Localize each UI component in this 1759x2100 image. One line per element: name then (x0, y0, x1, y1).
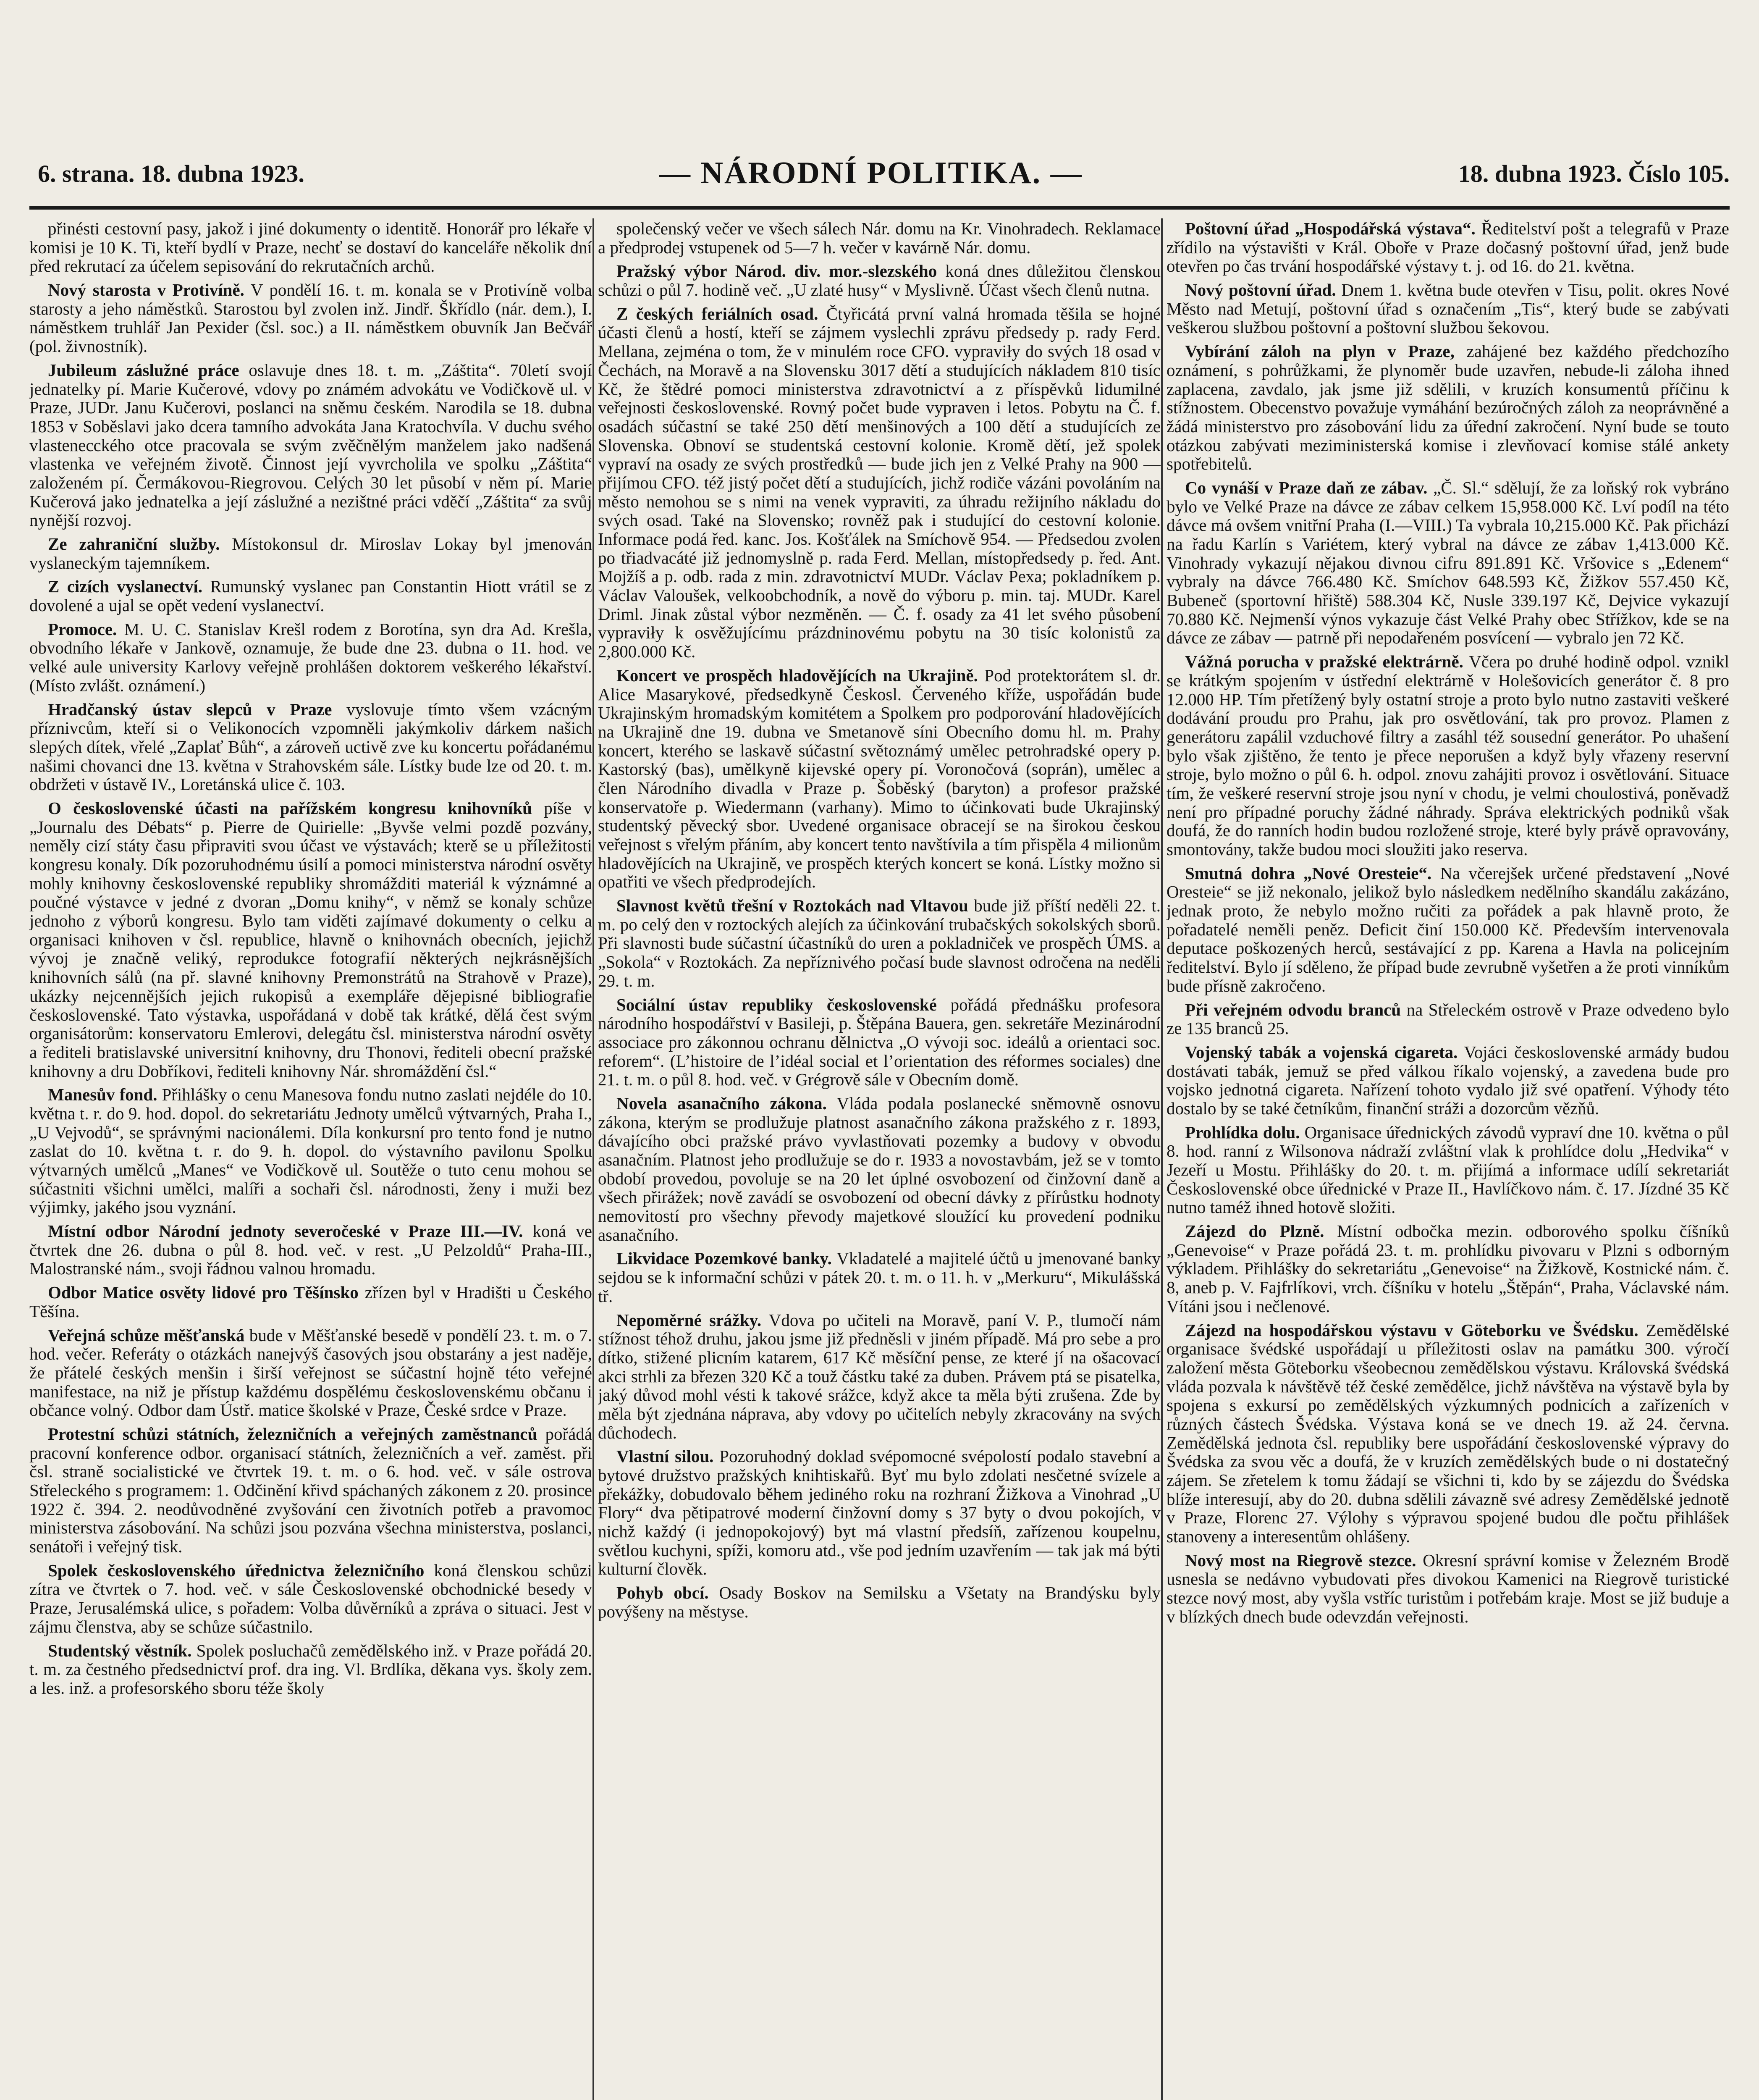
column-1 (29, 219, 592, 2100)
news-item-headline: Nový starosta v Protivíně. (48, 280, 244, 300)
news-item-headline: Nový most na Riegrově stezce. (1185, 1550, 1416, 1570)
news-item-headline: Koncert ve prospěch hladovějících na Ukrajině. (616, 665, 978, 685)
news-item-headline: Místní odbor Národní jednoty severočeské v Praze III.—IV. (48, 1221, 523, 1241)
news-item (1167, 652, 1729, 859)
news-item-headline: Studentský věstník. (48, 1641, 192, 1660)
news-item-text: koná ve čtvrtek dne 26. dubna o půl 8. hod. več. v rest. „U Pelzoldů“ Praha-III., Malostranské nám., svoji řádnou valnou hromadu. (29, 1221, 592, 1278)
news-item (29, 535, 592, 572)
news-item-text: koná dnes důležitou členskou schůzi o půl 7. hodině več. „U zlaté husy“ v Myslivně. Účast všech členů nutna. (598, 261, 1161, 300)
news-item (598, 262, 1161, 299)
news-item-headline: Pražský výbor Národ. div. mor.-slezského (616, 261, 937, 281)
news-item (29, 700, 592, 794)
news-item-headline: Smutná dohra „Nové Oresteie“. (1185, 863, 1432, 883)
news-item (29, 1641, 592, 1698)
news-item-headline: Pohyb obcí. (616, 1583, 709, 1603)
news-item (29, 1561, 592, 1636)
news-item-text: „Č. Sl.“ sdělují, že za loňský rok vybráno bylo ve Velké Praze na dávce ze zábav celkem 15,958.000 Kč. Lví podíl na této dávce má ovšem vnitřní Praha (I.—VIII.) Ta vybrala 10,215.000 Kč. Pak přichází na řadu Karlín s Variétem, který vybral na dávce ze zábav 1,413.000 Kč. Vinohrady vykazují nějakou divnou cifru 891.891 Kč. Vršovice s „Edenem“ vybraly na dávce 766.480 Kč. Smíchov 648.593 Kč, Žižkov 557.450 Kč, Bubeneč (sportovní hřiště) 588.304 Kč, Nusle 339.197 Kč, Dejvice vykazují 70.880 Kč. Nejmenší výnos vykazuje část Velké Prahy obec Střížkov, kde se na dávce ze zábav — patrně při nepodařeném posvícení — vybralo jen 72 Kč. (1167, 478, 1729, 648)
news-item-text: Zemědělské organisace švédské uspořádají u příležitosti oslav na památku 300. výročí založení města Göteborku všeobecnou zemědělskou výstavu. Královská švédská vláda pozvala k návštěvě též české zemědělce, jichž návštěva na výstavě byla by spojena s exkursí po zemědělských výzkumných podnicích a zařízeních v různých částech Švédska. Výstava koná se ve dnech 19. až 24. června. Zemědělská jednota čsl. republiky bere uspořádání československé výpravy do Švédska za svou věc a doufá, že v kruzích zemědělských bude o ni dostatečný zájem. Se zřetelem k tomu žádají se všichni ti, kdo by se zájezdu do Švédska blíže interesují, aby do 20. dubna sdělili závazně své adresy Zemědělské jednotě v Praze, Florenc 27. Výlohy s výpravou spojené budou dle počtu přihlášek stanoveny a interesentům ohlášeny. (1167, 1320, 1729, 1546)
news-item-text: přinésti cestovní pasy, jakož i jiné dokumenty o identitě. Honorář pro lékaře v komisi je 10 K. Ti, kteří bydlí v Praze, nechť se dostaví do kanceláře několik dní před rekrutací za účelem sepisování do rekrutačních archů. (29, 219, 592, 276)
news-item (1167, 1043, 1729, 1118)
news-item-text: Pod protektorátem sl. dr. Alice Masarykové, předsedkyně Českosl. Červeného kříže, uspořádán bude Ukrajinským hromadským komitétem a Spolkem pro podporování hladovějících na Ukrajině dne 19. dubna ve Smetanově síni Obecního domu hl. m. Prahy koncert, kterého se laskavě súčastní světoznámý umělec petrohradské opery p. Kastorský (bas), umělkyně kijevské opery pí. Voronočová (soprán), umělec a člen Národního divadla v Praze p. Šoběský (baryton) a profesor pražské konservatoře p. Wiedermann (varhany). Mimo to účinkovati bude Ukrajinský studentský pěvecký sbor. Uvedené organisace obracejí se na širokou českou veřejnost s vřelým přáním, aby koncert tento navštívila a tím přispěla 4 milionům hladovějících na Ukrajině, ve prospěch kterých koncert se koná. Lístky možno si opatřiti ve všech předprodejích. (598, 665, 1161, 892)
news-item (598, 1249, 1161, 1305)
news-item-headline: Zájezd do Plzně. (1185, 1221, 1324, 1241)
issue-number-date: 18. dubna 1923. Číslo 105. (1458, 160, 1730, 187)
news-item-text: oslavuje dnes 18. t. m. „Záštita“. 70letí svojí jednatelky pí. Marie Kučerové, vdovy po známém advokátu ve Vodičkově ul. v Praze, JUDr. Janu Kučerovi, poslanci na sněmu českém. Narodila se 18. dubna 1853 v Soběslavi jako dcera tamního advokáta Jana Kratochvíla. V duchu svého vlastenecckého otce pracovala se svým zvěčnělým manželem jako nadšená vlastenka ve veřejném životě. Činnost její vyvrcholila ve spolku „Záštita“ založeném pí. Čermákovou-Riegrovou. Celých 30 let působí v něm pí. Marie Kučerová jako jednatelka a její záslužné a nezištné práci vděčí „Záštita“ za svůj nynější rozvoj. (29, 360, 592, 530)
news-item-headline: Vojenský tabák a vojenská cigareta. (1185, 1042, 1458, 1062)
column-2 (598, 219, 1161, 2100)
news-item-headline: Poštovní úřad „Hospodářská výstava“. (1185, 219, 1476, 238)
news-item-text: pořádá pracovní konference odbor. organisací státních, železničních a veř. zaměst. při čsl. straně socialistické ve čtvrtek 19. t. m. o 6. hod. več. v sále ostrova Střeleckého s programem: 1. Odčinění křivd spáchaných zákonem z 20. prosince 1922 č. 394. 2. neodůvodněné zvyšování cen životních potřeb a pravomoc ministerstva zásobování. Na schůzi jsou pozvána všechna ministerstva, poslanci, senátoři i veřejný tisk. (29, 1424, 592, 1557)
news-item-text: Rumunský vyslanec pan Constantin Hiott vrátil se z dovolené a ujal se opět vedení vyslanectví. (29, 577, 592, 615)
news-item-headline: Spolek československého úřednictva železničního (48, 1560, 425, 1580)
news-item (598, 896, 1161, 990)
news-item-headline: Nepoměrné srážky. (616, 1310, 762, 1330)
news-item-headline: Při veřejném odvodu branců (1185, 1000, 1401, 1019)
news-item (1167, 219, 1729, 276)
news-item-text: Včera po druhé hodině odpol. vznikl se krátkým spojením v ústřední elektrárně v Holešovicích generátor č. 8 pro 12.000 HP. Tím přetížený byly ostatní stroje a proto bylo nutno zastaviti veškeré dodávání proudu pro Prahu, jak pro osvětlování, tak pro provoz. Plamen z generátoru zapálil vzduchové filtry a zasáhl též sousední generátor. Po uhašení bylo však zjištěno, že tento je přece neporušen a když byly vřazeny reservní stroje, bylo možno o půl 6. h. odpol. znovu zahájiti provoz i osvětlování. Situace tím, že veškeré reservní stroje jsou nyní v chodu, je velmi choulostivá, poněvadž není pro případné poruchy žádné náhrady. Správa elektrických podniků však doufá, že do ranních hodin budou rozložené stroje, které byly právě opravovány, smontovány, takže budou moci sloužiti jako reserva. (1167, 652, 1729, 859)
column-3 (1167, 219, 1729, 2100)
news-item-headline: Novela asanačního zákona. (616, 1093, 827, 1113)
news-item (1167, 1000, 1729, 1038)
news-item-text: bude již příští neděli 22. t. m. po celý den v roztockých alejích za účinkování trubačských sokolských sborů. Při slavnosti bude súčastní účastníků do uren a pokladniček ve prospěch ÚMS. a „Sokola“ v Roztokách. Za nepříznivého počasí bude slavnost odročena na neděli 29. t. m. (598, 896, 1161, 990)
news-item-headline: Veřejná schůze měšťanská (48, 1325, 245, 1345)
news-item-text: píše v „Journalu des Débats“ p. Pierre de Quirielle: „Byvše velmi pozdě pozvány, neměly cizí státy času připraviti svou účast ve výstavách; kterě se u příležitosti kongresu konaly. Dík pozoruhodnému úsilí a pomoci ministerstva národní osvěty mohly knihovny československé republiky shromážditi materiál k význámné a poučné výstavce v jedné z dvoran „Domu knihy“, v němž se konaly schůze jednoho z výborů kongresu. Bylo tam viděti zajímavé dokumenty o celku a organisaci knihoven v čsl. republice, hlavně o knihovnách obecních, jejichž vývoj je značně veliký, reprodukce fotografií některých nejkrásnějších knihovních sálů (na př. slavné knihovny Premonstrátů na Strahově v Praze), ukázky nejcennějších jejich rukopisů a exempláře dějepisné bibliografie československé. Tato výstavka, uspořádaná v době tak krátké, dělá čest svým organisátorům: konservatoru Emlerovi, delegátu čsl. ministerstva národní osvěty a řediteli bratislavské universitní knihovny, dru Thonovi, řediteli obecní pražské knihovny a dru Dobříkovi, řediteli knihovny Nár. shromáždění čsl.“ (29, 798, 592, 1081)
news-item-text: koná členskou schůzi zítra ve čtvrtek o 7. hod. več. v sále Československé obchodnické besedy v Praze, Jerusalémská ulice, s pořadem: Volba důvěrníků a zpráva o situaci. Jest v zájmu členstva, aby se schůze súčastnilo. (29, 1560, 592, 1636)
news-item-text: Pozoruhodný doklad svépomocné svépolostí podalo stavební a bytové družstvo pražských knihtiskařů. Byť mu bylo zdolati nesčetné svízele a překážky, dobudovalo během jediného roku na rozhraní Žižkova a Vinohrad „U Flory“ dva pětipatrové moderní činžovní domy s 37 byty o dvou pokojích, v nichž každý (i jednopokojový) byt má vlastní předsíň, zařízenou koupelnu, světlou kuchyni, spíži, komoru atd., vše pod jedním uzavřením — tak jak má býti kulturní člověk. (598, 1446, 1161, 1579)
news-item-headline: Odbor Matice osvěty lidové pro Těšínsko (48, 1283, 359, 1302)
news-item (1167, 1123, 1729, 1217)
news-item-text: V pondělí 16. t. m. konala se v Protivíně volba starosty a jeho náměstků. Starostou byl zvolen inž. Jindř. Škřídlo (nár. dem.), I. náměstkem truhlář Jan Pexider (čsl. soc.) a II. náměstkem obuvník Jan Bečvář (pol. živnostník). (29, 280, 592, 356)
news-item-headline: Zájezd na hospodářskou výstavu v Göteborku ve Švédsku. (1185, 1320, 1638, 1340)
news-item (1167, 478, 1729, 647)
news-item-text: Na včerejšek určené představení „Nové Oresteie“ se již nekonalo, jelikož bylo následkem nedělního skandálu zakázáno, jednak proto, že nebylo možno ručiti za pořádek a pak hlavně proto, že pořadatelé neměli peněz. Deficit činí 150.000 Kč. Především intervenovala deputace poškozených herců, sestávající z pp. Karena a Havla na policejním ředitelství. Bylo jí sděleno, že případ bude zevrubně vyšetřen a že proti vinníkům bude přísně zakročeno. (1167, 863, 1729, 995)
news-item-headline: Vážná porucha v pražské elektrárně. (1185, 652, 1463, 672)
news-item (1167, 1551, 1729, 1626)
news-item-text: Čtyřicátá první valná hromada těšila se hojné účasti členů a hostí, kteří se zájmem vyslechli zprávu předsedy p. rady Ferd. Mellana, zejména o tom, že v minulém roce CFO. vypraviły do svých 18 osad v Čechách, na Moravě a na Slovensku 3017 dětí a studujících nákladem 810 tisíc Kč, že štědré pomoci ministerstva zdravotnictví a z příspěvků lidumilné veřejnosti československé. Rovný počet bude vypraven i letos. Pobytu na Č. f. osadách súčastní se také 250 dětí menšinových a 100 dětí a studujících ze Slovenska. Obnoví se studentská cestovní kolonie. Kromě dětí, jež spolek vypraví na osady ze svých prostředků — bude jich jen z Velké Prahy na 900 — přijímou CFO. též jistý počet dětí a studujících, jichž rodiče vázáni povoláním na město nemohou se s nimi na venek vypraviti, za úhradu režijního nákladu do svých osad. Také na Slovensko; rovněž pak i studující do cestovní kolonie. Informace podá řed. kanc. Jos. Košťálek na Smíchově 954. — Předsedou zvolen po třiadvacáté již jednomyslně p. rada Ferd. Mellan, místopředsedy p. řed. Ant. Mojžíš a p. odb. rada z min. zdravotnictví MUDr. Václav Pexa; pokladníkem p. Václav Valoušek, velkoobchodník, a nově do výboru p. min. taj. MUDr. Karel Driml. Jinak zůstal výbor nezměněn. — Č. f. osady za 41 let svého působení vypraviły k osvěžujícímu prázdninovému pobytu na 30 tisíc kolonistů za 2,800.000 Kč. (598, 304, 1161, 662)
news-item-text: Místní odbočka mezin. odborového spolku číšníků „Genevoise“ v Praze pořádá 23. t. m. prohlídku pivovaru v Plzni s odborným výkladem. Přihlášky do sekretariátu „Genevoise“ na Žižkově, Kostnické nám. č. 8, aneb p. V. Fajfrlíkovi, vrch. číšníku v hotelu „Štěpán“, Praha, Václavské nám. Vítáni jsou i nečlenové. (1167, 1221, 1729, 1316)
masthead-rule (29, 206, 1730, 210)
news-item (598, 1311, 1161, 1442)
news-item (1167, 342, 1729, 473)
news-item (29, 1425, 592, 1556)
news-item (29, 361, 592, 530)
news-item-text: Organisace úřednických závodů vypraví dne 10. května o půl 8. hod. ranní z Wilsonova nádraží zvláštní vlak k prohlídce dolu „Hedvika“ v Jezeří u Mostu. Přihlášky do 20. t. m. přijímá a informace udílí sekretariát Československé obce úřednické v Praze II., Havlíčkovo nám. č. 17. Jízdné 35 Kč nutno taméž ihned hotově složiti. (1167, 1122, 1729, 1217)
news-item (1167, 1222, 1729, 1315)
news-item-headline: Z cizích vyslanectví. (48, 577, 203, 596)
news-item-headline: Likvidace Pozemkové banky. (616, 1249, 832, 1268)
news-item (29, 577, 592, 614)
news-item (598, 219, 1161, 257)
news-item (1167, 281, 1729, 337)
news-item-headline: Ze zahraniční služby. (48, 534, 220, 554)
news-item-headline: O československé účasti na pařížském kongresu knihovníků (48, 798, 532, 818)
newspaper-page (21, 21, 1738, 2100)
news-item-text: Místokonsul dr. Miroslav Lokay byl jmenován vyslaneckým tajemníkem. (29, 534, 592, 572)
news-item-headline: Manesův fond. (48, 1085, 157, 1105)
news-item-headline: Vybírání záloh na plyn v Praze, (1185, 341, 1455, 361)
news-item-headline: Jubileum záslužné práce (48, 360, 239, 380)
news-item (29, 620, 592, 695)
news-item-headline: Protestní schůzi státních, železničních a veřejných zaměstnanců (48, 1424, 537, 1444)
newspaper-title: — NÁRODNÍ POLITIKA. — (659, 156, 1083, 190)
news-item-headline: Sociální ústav republiky československé (616, 995, 937, 1014)
news-item (598, 666, 1161, 891)
news-item (598, 1583, 1161, 1621)
news-item-text: zřízen byl v Hradišti u Českého Těšína. (29, 1283, 592, 1321)
news-item (1167, 864, 1729, 995)
news-item-text: na Střeleckém ostrově v Praze odvedeno bylo ze 135 branců 25. (1167, 1000, 1729, 1038)
news-item (598, 1447, 1161, 1578)
news-item-headline: Vlastní silou. (616, 1446, 714, 1466)
news-item-headline: Co vynáší v Praze daň ze zábav. (1185, 478, 1428, 497)
news-item-text: zahájené bez každého předchozího oznámení, s pohrůžkami, že plynoměr bude uzavřen, nebude-li zálohа ihned zaplacena, zavdalo, jak jsme již sdělili, v kruzích konsumentů příčinu k stížnostem. Obecenstvo považuje vymáhání bezúročných záloh za neoprávněné a žádá ministerstvo pro zásobování lidu za úřední zakročení. Nyní bude se touto otázkou zabývati meziministerská komise i zlevňovací komise stálé ankety spotřebitelů. (1167, 341, 1729, 474)
news-item (598, 304, 1161, 661)
news-item (29, 1326, 592, 1420)
news-item-text: Přihlášky o cenu Manesova fondu nutno zaslati nejdéle do 10. května t. r. do 9. hod. dopol. do sekretariátu Jednoty umělců výtvarných, Praha I., „U Vejvodů“, se správnými nacionálemi. Díla konkursní pro tento fond je nutno zaslat do 10. května t. r. do 9. h. dopol. do výstavního pavilonu Spolku výtvarných umělců „Manes“ ve Vodičkově ul. Soutěže o tuto cenu mohou se súčastniti všichni umělci, malíři a sochaři čsl. národnosti, ženy i muži bez výjimky, jakého jsou vyznání. (29, 1085, 592, 1217)
news-item-text: Spolek posluchačů zemědělského inž. v Praze pořádá 20. t. m. za čestného předsednictví prof. dra ing. Vl. Brdlíka, děkana vys. školy zem. a les. inž. a profesorského sboru téže školy (29, 1641, 592, 1698)
news-item-text: společenský večer ve všech sálech Nár. domu na Kr. Vinohradech. Reklamace a předprodej vstupenek od 5—7 h. večer v kavárně Nár. domu. (598, 219, 1161, 257)
masthead (21, 156, 1738, 206)
news-item-text: Vdova po učiteli na Moravě, paní V. P., tlumočí nám stížnost téhož druhu, jakou jsme již předněsli v jiném případě. Má pro sebe a pro dítko, stižené plicním katarem, 617 Kč měsíční pense, ze které jí na ošacovací akci strhli za březen 320 Kč a touž částku také za duben. Právem ptá se pisatelka, jaký důvod mohl vésti k takové srážce, když akce ta měla býti zrušena. Zde by měla být zjednána náprava, aby vdovy po učitelích nebyly zkracovány na svých důchodech. (598, 1310, 1161, 1442)
column-separator (592, 218, 594, 2100)
news-item-text: Osady Boskov na Semilsku a Všetaty na Brandýsku byly povýšeny na městyse. (598, 1583, 1161, 1621)
column-separator (1161, 218, 1163, 2100)
news-item-text: Vláda podala poslanecké sněmovně osnovu zákona, kterým se prodlužuje platnost asanačního zákona pražského z r. 1893, dávajícího obci pražské právo vyvlastňovati pozemky a budovy v obvodu asanačním. Platnost jeho prodlužuje se do r. 1933 a novostavbám, jež se v tomto období provedou, povoluje se na 20 let úplné osvobození od činžovní daně a všech přirážek; nově zavádí se osvobození od obecní dávky z přírůstku hodnoty nemovitostí pro všechny převody majetkové sloužící ku provedení podniku asanačního. (598, 1093, 1161, 1244)
news-item-headline: Nový poštovní úřad. (1185, 280, 1336, 300)
news-item-headline: Slavnost květů třešní v Roztokách nad Vltavou (616, 896, 968, 916)
page-number-date: 6. strana. 18. dubna 1923. (38, 160, 304, 187)
news-item (29, 1283, 592, 1320)
news-item-text: bude v Měšťanské besedě v pondělí 23. t. m. o 7. hod. večer. Referáty o otázkách nanejvýš časových jsou obstarány a jest naděje, že přátelé českých menšin i širší veřejnost se súčastní hojně této veřejné manifestace, na niž je přístup každému dospělému československému občanu i občance volný. Odbor dam Ústř. matice školské v Praze, České srdce v Praze. (29, 1325, 592, 1420)
news-item (598, 995, 1161, 1089)
news-item (29, 1085, 592, 1217)
news-item-text: vyslovuje tímto všem vzácným příznivcům, kteří si o Velikonocích vzpomněli jakýmkoliv dárkem našich slepých dítek, vřelé „Zaplať Bůh“, a zároveň uctivě zve ku koncertu pořádanému našimi chovanci dne 13. května v Strahovském sále. Lístky bude lze od 20. t. m. obdržeti v ústavě IV., Loretánská ulice č. 103. (29, 699, 592, 794)
news-item-text: M. U. C. Stanislav Krešl rodem z Borotína, syn dra Ad. Krešla, obvodního lékaře v Jankově, oznamuje, že bude dne 23. dubna o 11. hod. ve velké aule university Karlovy veřejně prohlášen doktorem veškerého lékařství. (Místo zvlášt. oznámení.) (29, 619, 592, 695)
news-item-headline: Promoce. (48, 619, 117, 639)
news-item-text: Vojáci československé armády budou dostávati tabák, jemuž se před válkou říkalo vojenský, a zavedena bude pro vojsko jednotná cigareta. Nařízení tohoto vydalo již své opatření. Výhody této dostalo by se také četníkům, finanční stráži a dozorcům vězňů. (1167, 1042, 1729, 1118)
news-item-headline: Z českých feriálních osad. (616, 304, 818, 323)
news-item-text: Vkladatelé a majitelé účtů u jmenované banky sejdou se k informační schůzi v pátek 20. t. m. o 11. h. v „Merkuru“, Mikulášská tř. (598, 1249, 1161, 1306)
news-item (29, 1222, 592, 1278)
news-item (29, 799, 592, 1080)
news-item-text: pořádá přednášku profesora národního hospodářství v Basileji, p. Štěpána Bauera, gen. sekretáře Mezinárodní associace pro zákonnou ochranu dělnictva „O vývoji soc. ideálů a orientaci soc. reforem“. (L’histoire de l’idéal social et l’orientation des réformes sociales) dne 21. t. m. o půl 8. hod. več. v Grégrově sále v Obecním domě. (598, 995, 1161, 1089)
news-item (29, 281, 592, 356)
news-item (1167, 1321, 1729, 1546)
news-item-text: Ředitelství pošt a telegrafů v Praze zřídilo na výstavišti v Král. Oboře v Praze dočasný poštovní úřad, jenž bude otevřen po čas trvání hospodářské výstavy t. j. od 16. do 21. května. (1167, 219, 1729, 276)
news-item (598, 1094, 1161, 1244)
news-item-headline: Prohlídka dolu. (1185, 1122, 1300, 1142)
news-item-headline: Hradčanský ústav slepců v Praze (48, 699, 332, 719)
news-item (29, 219, 592, 276)
news-item-text: Dnem 1. května bude otevřen v Tisu, polit. okres Nové Město nad Metují, poštovní úřad s označením „Tis“, který bude se zabývati veškerou službou poštovní a poštovní službou šekovou. (1167, 280, 1729, 337)
news-item-text: Okresní správní komise v Železném Brodě usnesla se nedávno vybudovati přes divokou Kamenici na Riegrově turistické stezce nový most, aby vyšla vstříc turistům i potřebám kraje. Most se již buduje a v blízkých dnech bude odevzdán veřejnosti. (1167, 1550, 1729, 1626)
